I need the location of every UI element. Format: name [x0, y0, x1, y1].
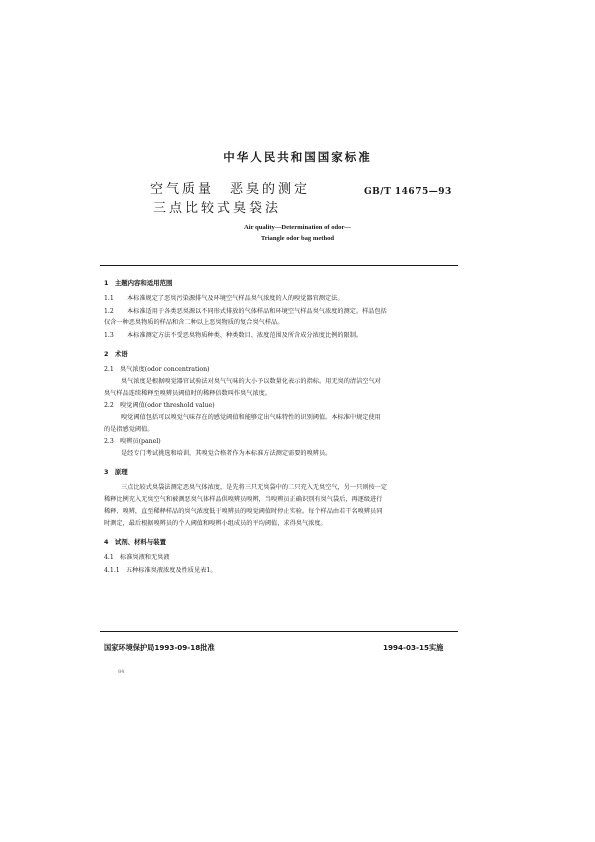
term-text: 臭气浓度是根据嗅觉器官试验法对臭气气味的大小予以数量化表示的指标。用无臭的清洁空气对	[121, 378, 381, 385]
clause-text: 本标准适用于各类恶臭源以不同形式排放的气体样品和环境空气样品臭气浓度的测定。样品包括	[127, 308, 387, 315]
clause-num: 1.2	[104, 308, 114, 315]
approval-date: 国家环境保护局1993-09-18批准	[104, 643, 215, 652]
section-1-heading: 1 主题内容和适用范围	[104, 279, 173, 287]
section-3-heading: 3 原理	[104, 468, 128, 476]
principle-text: 三点比较式臭袋法测定恶臭气体浓度，是先将三只无臭袋中的二只充入无臭空气，另一只则按一定	[121, 484, 388, 491]
title-divider	[100, 265, 458, 266]
title-en-line1: Air quality—Determination of odor—	[243, 224, 352, 231]
clause-num: 1.1	[104, 295, 114, 302]
clause-text: 本标准测定方法不受恶臭物质种类、种类数目、浓度范围及所含成分浓度比例的限制。	[127, 332, 363, 339]
title-cn-line1: 空气质量 恶臭的测定	[150, 182, 311, 197]
term-text: 嗅觉阈值包括可以嗅觉气味存在的感觉阈值和能够定出气味特性的识别阈值。本标准中规定使用	[121, 414, 381, 421]
standard-number: GB/T 14675—93	[364, 187, 452, 197]
section-4-heading: 4 试剂、材料与装置	[104, 538, 166, 546]
page-number: 84	[118, 669, 125, 675]
term-text: 的是指感觉阈值。	[104, 426, 154, 433]
clause-num: 1.3	[104, 332, 114, 339]
standard-header: 中华人民共和国国家标准	[223, 150, 372, 164]
clause-text: 4.1.1 五种标准臭液浓度及性质见表1。	[104, 567, 217, 574]
title-en-line2: Triangle odor bag method	[260, 235, 335, 242]
section-2-heading: 2 术语	[104, 350, 128, 358]
effective-date: 1994-03-15实施	[383, 643, 444, 652]
clause-text: 仅含一种恶臭物质的样品和含二种以上恶臭物质的复合臭气样品。	[104, 319, 284, 326]
principle-text: 时测定，最后根据嗅辨员的个人阈值和嗅辨小组成员的平均阈值，求得臭气浓度。	[104, 520, 327, 527]
term-heading: 2.1 臭气浓度(odor concentration)	[104, 366, 210, 373]
principle-text: 稀释、嗅辨，直至稀释样品的臭气浓度低于嗅辨员的嗅觉阈值时停止实验。每个样品由若干名嗅辨员同	[104, 508, 383, 515]
term-heading: 2.2 嗅觉阈值(odor threshold value)	[104, 402, 215, 409]
footer-divider	[100, 631, 458, 632]
term-text: 是经专门考试挑选和培训，其嗅觉合格者作为本标准方法测定需要的嗅辨员。	[121, 450, 332, 457]
title-cn-line2: 三点比较式臭袋法	[153, 201, 282, 216]
principle-text: 稀释比例充入无臭空气和被测恶臭气体样品供嗅辨员嗅辨，当嗅辨员正确识别有臭气袋后，再逐级进行	[104, 496, 383, 503]
clause-text: 本标准规定了恶臭污染源排气及环境空气样品臭气浓度的人的嗅觉器官测定法。	[127, 295, 344, 302]
term-text: 臭气样品连续稀释至嗅辨员阈值时的稀释倍数叫作臭气浓度。	[104, 390, 272, 397]
term-heading: 2.3 嗅辨员(panel)	[104, 438, 161, 445]
clause-text: 4.1 标准臭液和无臭液	[104, 554, 170, 561]
